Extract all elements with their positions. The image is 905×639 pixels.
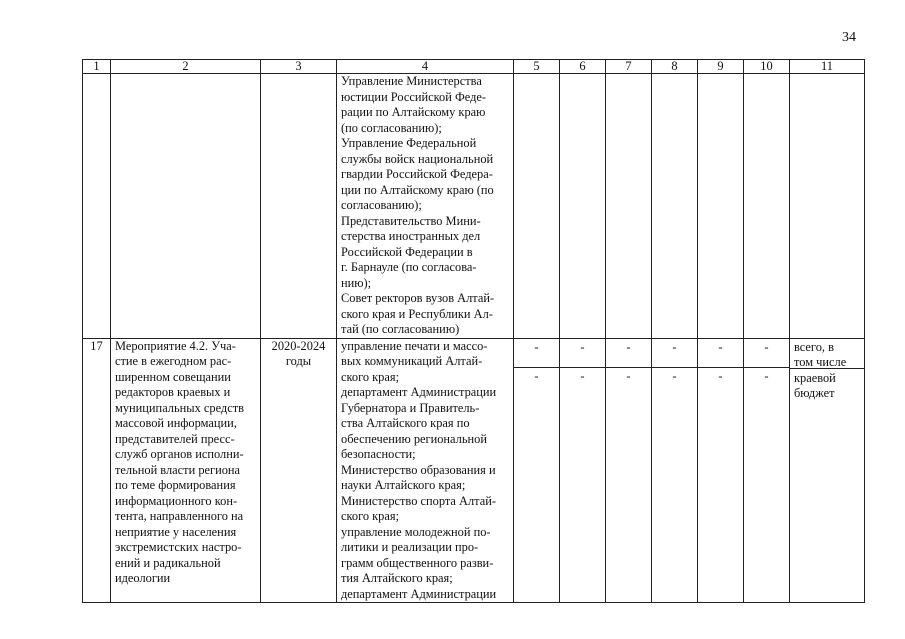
funding-total-label [790,339,864,369]
row-number-cell: 17 [83,338,111,603]
funding-regional-value: - [580,368,585,383]
text-line: представителей пресс- [115,431,235,446]
text-line: литики и реализации про- [341,540,479,554]
text-line: годы [285,354,312,368]
text-line: Представительство Мини- [341,213,481,228]
text-line: обеспечению региональной [341,431,487,446]
text-line: департамент Администрации [341,385,497,399]
text-line: Российской Федерации в [341,244,473,259]
text-line: Министерство образования и [341,462,496,477]
text-line: науки Алтайского края; [341,478,466,492]
header-cell: 10 [744,60,790,74]
table-cell [261,74,337,339]
text-line: муниципальных средств [115,400,244,415]
table-cell [698,74,744,339]
text-line: грамм общественного разви- [341,555,494,570]
text-line: идеологии [115,571,171,585]
funding-total-value: - [744,339,789,368]
text-line: редакторов краевых и [115,385,231,399]
text-line: тельной власти региона [115,462,241,477]
header-row [83,60,865,74]
funding-cell [606,338,652,603]
text-line: бюджет [794,386,835,400]
text-line: ений и радикальной [115,555,221,570]
funding-total-value: - [652,339,697,368]
text-line: ского края; [341,369,400,384]
text-line: Мероприятие 4.2. Уча- [115,338,236,353]
text-line: управление печати и массо- [341,338,488,353]
funding-cell [560,338,606,603]
text-line: г. Барнауле (по согласова- [341,260,477,274]
table-cell [514,74,560,339]
funding-regional-value: - [626,368,631,383]
funding-total-value: - [514,339,559,368]
text-line: департамент Администрации [341,586,497,601]
header-cell: 2 [111,60,261,74]
text-line: информационного кон- [115,493,238,508]
table-cell [606,74,652,339]
table-cell [83,74,111,339]
text-line: вых коммуникаций Алтай- [341,354,483,368]
table-row [83,338,865,603]
page-number: 34 [842,30,856,45]
activity-cell [111,338,261,603]
text-line: юстиции Российской Феде- [341,89,487,104]
text-line: Совет ректоров вузов Алтай- [341,291,495,305]
table-cell [111,74,261,339]
header-cell: 11 [790,60,865,74]
period-cell [261,338,337,603]
table-cell [652,74,698,339]
text-line: ства Алтайского края по [341,416,470,430]
funding-total-value: - [560,339,605,368]
activities-table [82,59,865,603]
funding-cell [652,338,698,603]
table-cell [560,74,606,339]
text-line: согласованию); [341,198,422,212]
funding-source-cell [790,338,865,603]
funding-regional-label [790,369,864,404]
text-line: Губернатора и Правитель- [341,400,480,415]
header-cell: 5 [514,60,560,74]
header-cell: 9 [698,60,744,74]
text-line: тай (по согласованию) [341,322,460,336]
funding-regional-value: - [534,368,539,383]
funding-cell [514,338,560,603]
executors-cell [337,338,514,603]
text-line: Управление Федеральной [341,136,477,150]
table-cell [744,74,790,339]
table-cell [790,74,865,339]
text-line: ского края; [341,509,400,523]
text-line: всего, в [794,339,834,354]
funding-cell [744,338,790,603]
text-line: экстремистских настро- [115,540,242,554]
header-cell: 6 [560,60,606,74]
text-line: стерства иностранных дел [341,229,481,243]
text-line: стие в ежегодном рас- [115,354,232,368]
text-line: ции по Алтайскому краю (по [341,182,494,197]
header-cell: 7 [606,60,652,74]
text-line: 2020-2024 [271,338,326,353]
text-line: (по согласованию); [341,120,442,135]
text-line: ского края и Республики Ал- [341,306,493,321]
header-cell: 4 [337,60,514,74]
text-line: безопасности; [341,447,416,461]
text-line: Министерство спорта Алтай- [341,493,496,508]
table-row [83,74,865,339]
text-line: нию); [341,275,372,290]
executors-cell [337,74,514,339]
funding-total-value: - [606,339,651,368]
header-cell: 8 [652,60,698,74]
text-line: по теме формирования [115,478,236,492]
text-line: тия Алтайского края; [341,571,453,585]
text-line: служб органов исполни- [115,447,244,461]
text-line: краевой [794,370,836,385]
text-line: гвардии Российской Федера- [341,167,493,181]
header-cell: 1 [83,60,111,74]
text-line: Управление Министерства [341,74,482,88]
funding-regional-value: - [764,368,769,383]
text-line: службы войск национальной [341,151,494,166]
text-line: тента, направленного на [115,509,244,523]
funding-regional-value: - [672,368,677,383]
text-line: том числе [794,355,847,369]
text-line: массовой информации, [115,416,237,430]
text-line: рации по Алтайскому краю [341,105,486,119]
funding-regional-value: - [718,368,723,383]
funding-cell [698,338,744,603]
text-line: ширенном совещании [115,369,231,384]
text-line: управление молодежной по- [341,524,491,539]
funding-total-value: - [698,339,743,368]
header-cell: 3 [261,60,337,74]
text-line: неприятие у населения [115,524,237,539]
